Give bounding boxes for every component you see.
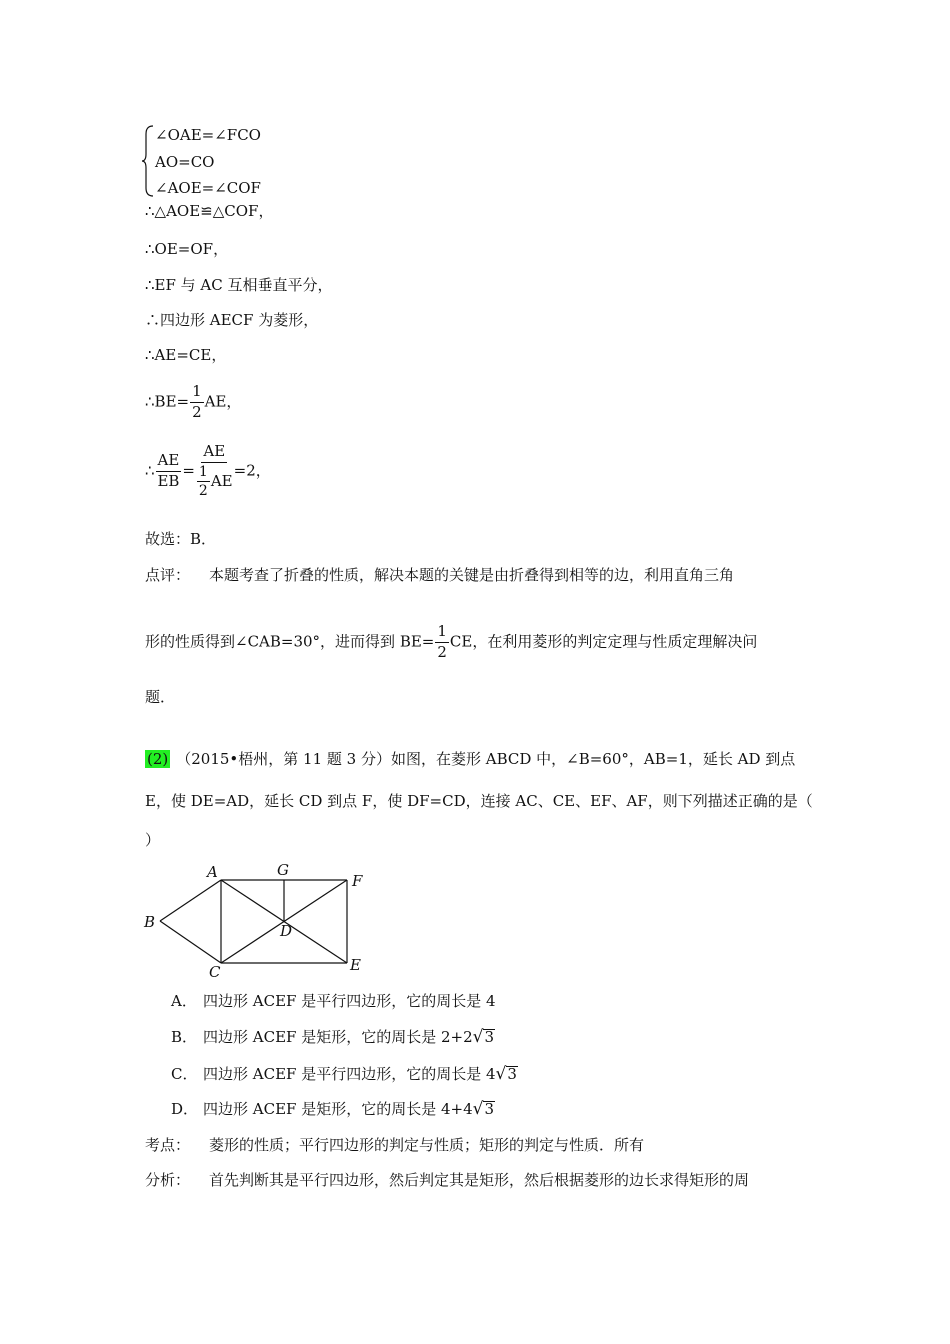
fraction-numerator: AE: [156, 453, 182, 472]
fenxi-line: [145, 1173, 749, 1188]
comment-text-2-prefix: 形的性质得到∠CAB=30°，进而得到 BE=: [145, 632, 435, 651]
step-ratio: [145, 444, 271, 499]
option-letter: B．: [171, 1028, 198, 1046]
radicand: 3: [484, 1100, 495, 1118]
segment-bc: [160, 921, 221, 963]
fraction-one-half: [190, 384, 204, 421]
nested-suffix: AE: [210, 471, 233, 490]
kaodian-line: [145, 1138, 644, 1153]
comment-line-1: [145, 568, 734, 583]
comment-line-3: 题．: [145, 688, 176, 706]
step-ae-ce: ∴AE=CE，: [145, 346, 227, 364]
fenxi-text: 首先判断其是平行四边形，然后判定其是矩形，然后根据菱形的边长求得矩形的周: [209, 1171, 750, 1189]
point-label-d: D: [280, 922, 293, 940]
rhombus-rectangle-figure: [140, 856, 380, 980]
option-d: [171, 1101, 495, 1118]
answer-line: 故选：B．: [145, 530, 217, 548]
fraction-one-half: [435, 624, 449, 661]
fenxi-label: 分析：: [145, 1171, 191, 1189]
fraction-denominator: EB: [157, 472, 180, 491]
radical-sign-icon: √: [495, 1064, 507, 1084]
question-text-1: （2015•梧州，第 11 题 3 分）如图，在菱形 ABCD 中，∠B=60°，AB=1，延长 AD 到点: [176, 750, 796, 768]
question-number-highlight: (2): [147, 750, 169, 768]
fraction-ae-eb: [156, 453, 182, 490]
fraction-numerator: 1: [435, 624, 449, 643]
step-congruent: ∴△AOE≌△COF，: [145, 202, 274, 220]
step-be-prefix: ∴BE=: [145, 392, 190, 411]
point-label-g: G: [277, 861, 289, 879]
step-be-suffix: AE，: [204, 392, 242, 411]
fraction-numerator: 1: [190, 384, 204, 403]
fraction-denominator: [196, 463, 233, 499]
point-label-c: C: [209, 963, 221, 980]
point-label-b: B: [144, 913, 156, 931]
fraction-numerator: AE: [201, 444, 227, 463]
option-text: 四边形 ACEF 是矩形，它的周长是 4+4: [203, 1100, 473, 1118]
point-label-e: E: [350, 956, 361, 974]
step-ratio-suffix: =2，: [233, 461, 271, 480]
radical-sign-icon: √: [472, 1027, 484, 1047]
fraction-denominator: 2: [437, 642, 447, 661]
fraction-denominator: 2: [192, 402, 202, 421]
step-perpendicular-bisect: ∴EF 与 AC 互相垂直平分，: [145, 276, 333, 294]
fraction-ae-half-ae: [196, 444, 233, 499]
radicand: 3: [507, 1065, 517, 1083]
option-c: [171, 1066, 518, 1083]
question-line-1: [145, 752, 795, 767]
system-row-3: ∠AOE=∠COF: [155, 179, 261, 197]
step-be-half-ae: [145, 384, 241, 421]
fraction-denominator: 2: [198, 483, 208, 500]
system-row-2: AO=CO: [155, 153, 215, 171]
step-oe-of: ∴OE=OF，: [145, 240, 229, 258]
comment-text-1: 本题考查了折叠的性质，解决本题的关键是由折叠得到相等的边，利用直角三角: [209, 566, 735, 584]
option-text: 四边形 ACEF 是矩形，它的周长是 2+2: [203, 1028, 473, 1046]
option-letter: A．: [171, 992, 197, 1010]
option-b: [171, 1029, 495, 1046]
radical-sign-icon: √: [472, 1099, 484, 1119]
option-text: 四边形 ACEF 是平行四边形，它的周长是 4: [203, 992, 496, 1010]
step-rhombus: ∴四边形 AECF 为菱形，: [145, 311, 319, 329]
option-text: 四边形 ACEF 是平行四边形，它的周长是 4: [203, 1065, 496, 1083]
segment-ba: [160, 880, 221, 921]
point-label-f: F: [352, 872, 363, 890]
kaodian-label: 考点：: [145, 1136, 191, 1154]
left-brace: [141, 124, 155, 198]
comment-text-2-suffix: CE，在利用菱形的判定定理与性质定理解决问: [449, 632, 758, 651]
comment-label: 点评：: [145, 566, 191, 584]
step-ratio-prefix: ∴: [145, 461, 155, 480]
radicand: 3: [484, 1028, 495, 1046]
equals-sign: =: [182, 461, 195, 480]
option-letter: D．: [171, 1100, 199, 1118]
kaodian-text: 菱形的性质；平行四边形的判定与性质；矩形的判定与性质．所有: [209, 1136, 645, 1154]
option-letter: C．: [171, 1065, 198, 1083]
point-label-a: A: [207, 863, 218, 881]
question-line-3: ）: [145, 831, 161, 849]
system-row-1: ∠OAE=∠FCO: [155, 126, 261, 144]
nested-fraction-one-half: [197, 465, 210, 499]
fraction-numerator: 1: [197, 465, 210, 483]
comment-line-2: [145, 624, 757, 661]
question-line-2: E，使 DE=AD，延长 CD 到点 F，使 DF=CD，连接 AC、CE、EF、AF，则下列描述正确的是（: [145, 792, 813, 810]
option-a: [171, 994, 496, 1009]
